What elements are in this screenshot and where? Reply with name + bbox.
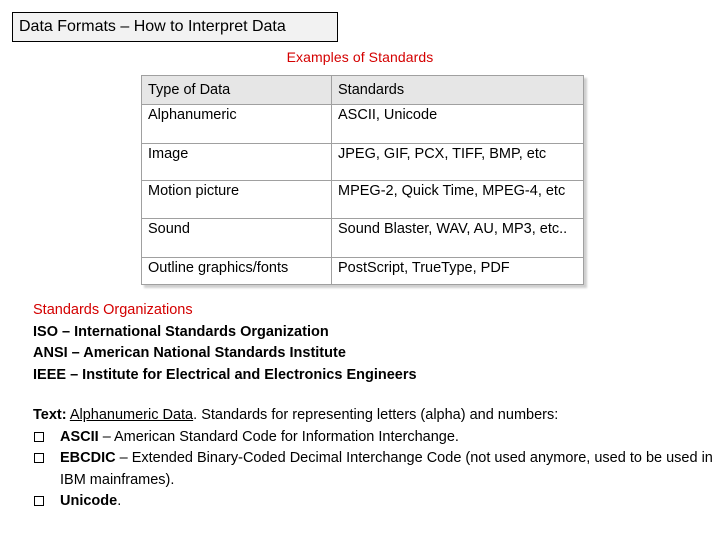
checkbox-bullet-icon [34, 496, 44, 506]
organizations-heading: Standards Organizations [33, 302, 193, 318]
bullet-desc: – Extended Binary-Coded Decimal Interchange Code (not used anymore, used to be used in IBM mainframes). [60, 450, 713, 488]
cell-type: Image [142, 144, 332, 181]
table-header-row [142, 76, 584, 105]
bullet-term: Unicode [60, 493, 118, 509]
organization-item: ISO – International Standards Organization [33, 323, 329, 340]
organization-item: ANSI – American National Standards Institute [33, 345, 346, 361]
organization-item: IEEE – Institute for Electrical and Electronics Engineers [33, 366, 417, 383]
cell-type: Alphanumeric [142, 105, 332, 144]
cell-standards: Sound Blaster, WAV, AU, MP3, etc.. [332, 219, 584, 258]
bullet-term: EBCDIC [60, 450, 116, 466]
table-row [142, 181, 584, 219]
list-item [33, 427, 713, 449]
bullet-desc: . [117, 493, 122, 509]
table-row [142, 258, 584, 285]
bullet-term: ASCII [60, 428, 99, 445]
bullet-desc: – American Standard Code for Information Interchange. [98, 428, 459, 445]
cell-standards: JPEG, GIF, PCX, TIFF, BMP, etc [332, 144, 584, 181]
text-intro [33, 405, 713, 427]
cell-standards: MPEG-2, Quick Time, MPEG-4, etc [332, 181, 584, 219]
header-standards: Standards [332, 76, 584, 105]
cell-type: Sound [142, 219, 332, 258]
cell-standards: PostScript, TrueType, PDF [332, 258, 584, 285]
text-section [33, 405, 713, 513]
table-row [142, 144, 584, 181]
cell-type: Motion picture [142, 181, 332, 219]
alphanumeric-data-topic: Alphanumeric Data [69, 407, 194, 423]
checkbox-bullet-icon [34, 453, 44, 463]
table-row [142, 219, 584, 258]
text-label: Text: [33, 407, 67, 423]
intro-rest: . Standards for representing letters (alpha) and numbers: [193, 407, 559, 423]
list-item [33, 448, 713, 491]
list-item [33, 491, 713, 513]
slide-title: Data Formats – How to Interpret Data [12, 12, 338, 42]
organizations-section [33, 300, 417, 386]
table-row [142, 105, 584, 144]
table-caption: Examples of Standards [286, 49, 434, 65]
standards-table [141, 75, 584, 285]
checkbox-bullet-icon [34, 432, 44, 442]
cell-type: Outline graphics/fonts [142, 258, 332, 285]
header-type-of-data: Type of Data [142, 76, 332, 105]
cell-standards: ASCII, Unicode [332, 105, 584, 144]
